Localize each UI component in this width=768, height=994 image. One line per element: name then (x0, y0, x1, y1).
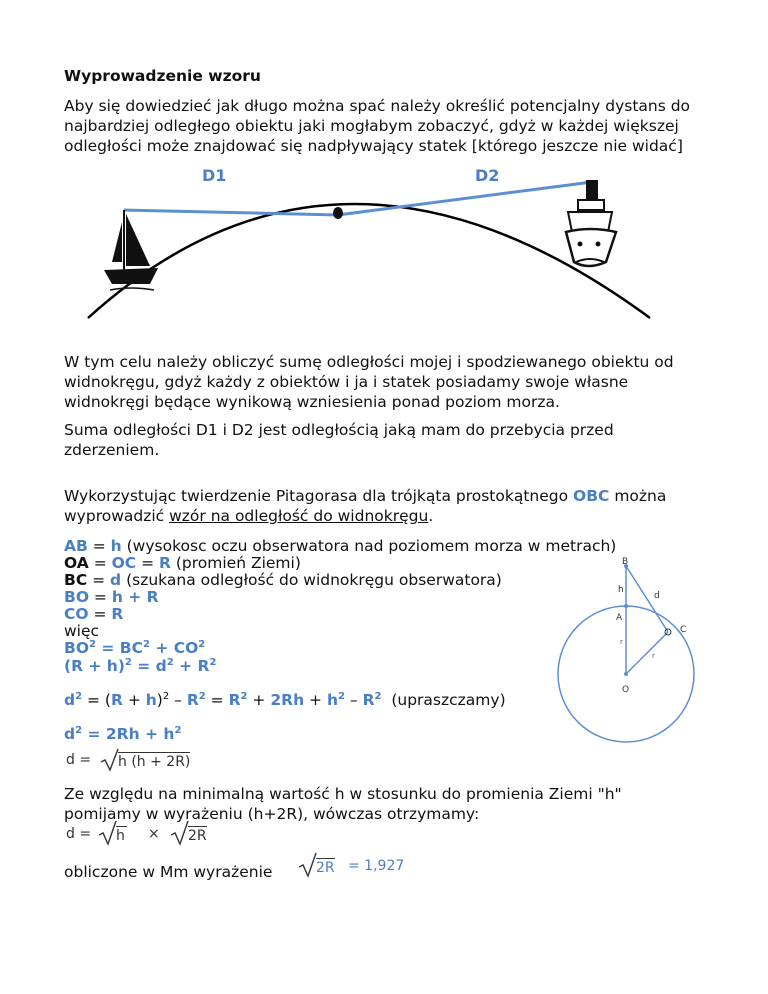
sqrt-symbol-4 (298, 852, 318, 878)
label-r1: r (620, 638, 623, 646)
formula-link-text: wzór na odległość do widnokręgu (169, 507, 429, 525)
def-co: CO = R (64, 605, 124, 623)
paragraph-pythagoras: Wykorzystując twierdzenie Pitagorasa dla trójkąta prostokątnego OBC można wyprowadzić wzór na odległość do widnokręgu. (64, 487, 667, 525)
observer-point (333, 207, 343, 219)
paragraph-sum: Suma odległości D1 i D2 jest odległością jaką mam do przebycia przed zderzeniem. (64, 421, 614, 459)
label-h: h (618, 585, 624, 595)
sight-line-d1 (124, 210, 338, 215)
eq-expansion: $d^2 = (R + h)^2 - R^2 = R^2 + 2Rh + h^2 - R^2$ (upraszczamy) (64, 691, 506, 709)
def-ab: AB = h (wysokosc oczu obserwatora nad poziomem morza w metrach) (64, 537, 617, 555)
last-text: obliczone w Mm wyrażenie (64, 863, 273, 881)
label-a: A (616, 613, 623, 623)
eq-d-squared: $d^2 = 2Rh + h^2$ (64, 725, 182, 743)
label-d2: D2 (475, 166, 500, 185)
label-b: B (622, 557, 629, 567)
segment-oc (626, 632, 668, 674)
sqrt-symbol-1 (100, 748, 120, 772)
segment-bc (626, 566, 668, 632)
triangle-circle-diagram (540, 552, 720, 752)
word-wiec: więc (64, 622, 100, 640)
sight-line-d2 (338, 182, 592, 215)
point-o (624, 672, 628, 676)
page-title: Wyprowadzenie wzoru (64, 67, 261, 85)
point-a (624, 604, 628, 608)
intro-paragraph: Aby się dowiedzieć jak długo można spać należy określić potencjalny dystans do najbardziej odległego obiektu jaki mogłabym zobaczyć, gdyż w każdej większej odległości może znajdować się nadpływający statek [którego jeszcze nie widać] (64, 97, 691, 155)
label-r2: r (652, 652, 655, 660)
sqrt-symbol-3 (170, 820, 190, 846)
earth-arc (88, 204, 650, 318)
def-bo: BO = h + R (64, 588, 159, 606)
label-d: d (654, 591, 660, 601)
sailboat-icon (104, 210, 158, 290)
horizon-diagram (0, 0, 768, 340)
eq-bo-squared: $BO^2 = BC^2 + CO^2$ (64, 639, 206, 657)
label-c: C (680, 625, 687, 635)
paragraph-approximation: Ze względu na minimalną wartość h w stosunku do promienia Ziemi "h" pomijamy w wyrażeniu (h+2R), wówczas otrzymamy: (64, 785, 622, 823)
def-oa: OA = OC = R (promień Ziemi) (64, 554, 301, 572)
sqrt-symbol-2 (98, 820, 118, 846)
def-bc: BC = d (szukana odległość do widnokręgu obserwatora) (64, 571, 502, 589)
ship-icon (566, 180, 616, 266)
eq-rh-squared: $(R + h)^2 = d^2 + R^2$ (64, 657, 217, 675)
label-o: O (622, 685, 630, 695)
paragraph-horizons: W tym celu należy obliczyć sumę odległości mojej i spodziewanego obiektu od widnokręgu, gdyż każdy z obiektów i ja i statek posiadamy swoje własne widnokręgi będące wynikową wzniesienia ponad poziom morza. (64, 353, 674, 411)
label-d1: D1 (202, 166, 227, 185)
